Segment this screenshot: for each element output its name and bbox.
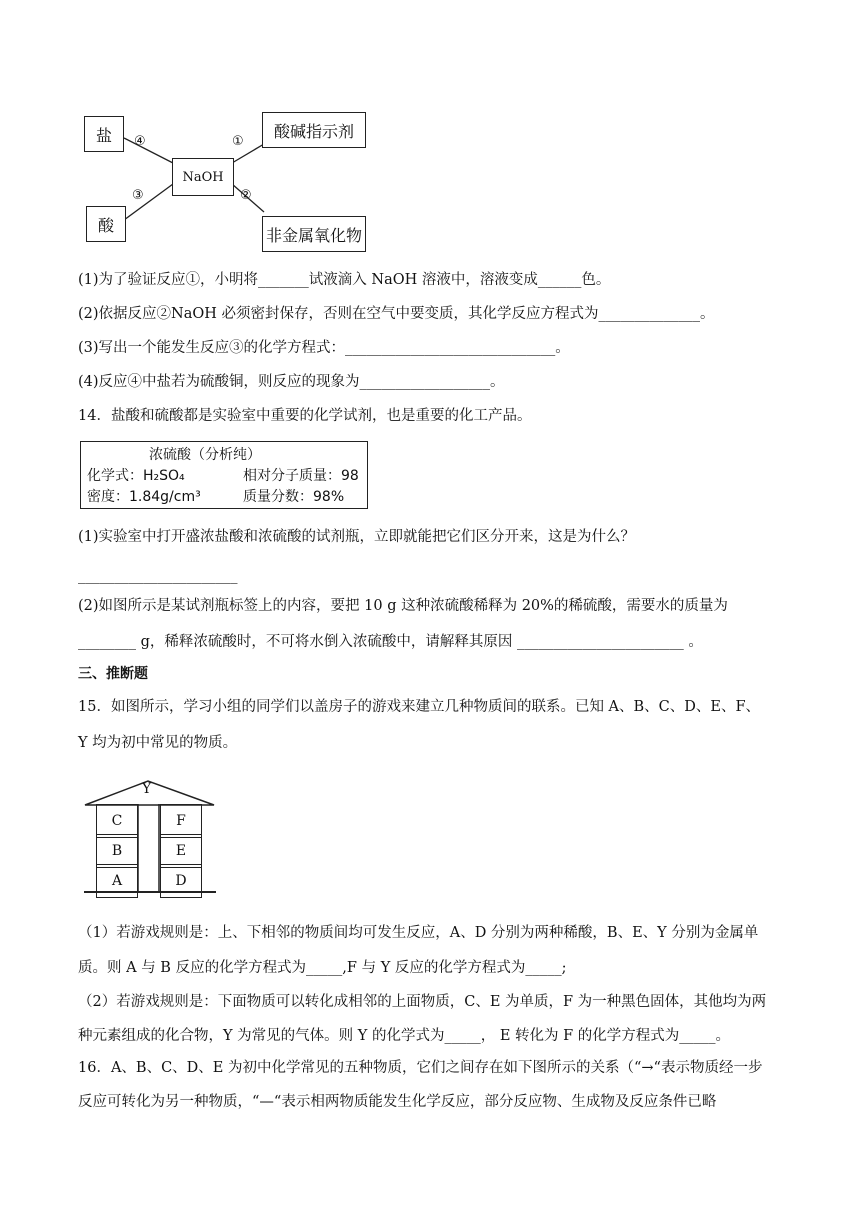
nonmetal-oxide-label: 非金属氧化物 xyxy=(265,225,362,245)
house-roof-label: Y xyxy=(142,781,152,797)
reagent-label-title: 浓硫酸（分析纯） xyxy=(149,447,261,463)
reagent-label-mass: 相对分子质量：98 xyxy=(243,468,359,484)
reagent-label-formula: 化学式：H₂SO₄ xyxy=(87,468,185,484)
q16-line1: 16．A、B、C、D、E 为初中化学常见的五种物质，它们之间存在如下图所示的关系（“→“表示物质经一步 xyxy=(78,1060,763,1076)
q13-part3: (3)写出一个能发生反应③的化学方程式：_____________________________。 xyxy=(78,340,570,356)
q16-line2: 反应可转化为另一种物质，“—“表示相两物质能发生化学反应，部分反应物、生成物及反应条件已略 xyxy=(78,1094,717,1110)
q15-part1-line2: 质。则 A 与 B 反应的化学方程式为_____,F 与 Y 反应的化学方程式为_____; xyxy=(78,960,567,976)
q14-stem: 14．盐酸和硫酸都是实验室中重要的化学试剂，也是重要的化工产品。 xyxy=(78,408,532,424)
house-cell-f-label: F xyxy=(176,813,186,829)
house-cell-c xyxy=(96,804,138,838)
house-cell-a xyxy=(96,864,138,898)
q15-stem-line2: Y 均为初中常见的物质。 xyxy=(78,735,238,751)
q13-part1: (1)为了验证反应①，小明将_______试液滴入 NaOH 溶液中，溶液变成______色。 xyxy=(78,272,611,288)
q14-part1-answer-blank: ______________________ xyxy=(78,568,238,584)
naoh-label: NaOH xyxy=(182,169,224,185)
q13-part2: (2)依据反应②NaOH 必须密封保存，否则在空气中要变质，其化学反应方程式为______________。 xyxy=(78,306,715,322)
reaction-number-1: ① xyxy=(232,134,244,149)
reagent-label-density: 密度：1.84g/cm³ xyxy=(87,489,201,505)
house-cell-b xyxy=(96,834,138,868)
q14-part2-line1: (2)如图所示是某试剂瓶标签上的内容，要把 10 g 这种浓硫酸稀释为 20%的稀硫酸，需要水的质量为 xyxy=(78,598,728,614)
acid-label: 酸 xyxy=(97,215,114,235)
house-cell-d xyxy=(160,864,202,898)
section-heading: 三、推断题 xyxy=(78,666,148,682)
reagent-label-fraction: 质量分数：98% xyxy=(243,489,345,505)
house-cell-a-label: A xyxy=(111,873,123,889)
house-cell-e-label: E xyxy=(175,843,187,859)
q15-part2-line2: 种元素组成的化合物，Y 为常见的气体。则 Y 的化学式为_____， E 转化为 F 的化学方程式为_____。 xyxy=(78,1028,731,1044)
house-cell-f xyxy=(160,804,202,838)
house-cell-c-label: C xyxy=(111,813,123,829)
reagent-label xyxy=(80,441,368,509)
house-cell-b-label: B xyxy=(111,843,123,859)
naoh-diagram xyxy=(80,108,370,254)
q14-part1: (1)实验室中打开盛浓盐酸和浓硫酸的试剂瓶，立即就能把它们区分开来，这是为什么？ xyxy=(78,529,636,545)
q15-stem-line1: 15．如图所示，学习小组的同学们以盖房子的游戏来建立几种物质间的联系。已知 A、B、C、D、E、F、 xyxy=(78,699,761,715)
reaction-number-3: ③ xyxy=(132,188,144,203)
q15-part1-line1: （1）若游戏规则是：上、下相邻的物质间均可发生反应，A、D 分别为两种稀酸，B、E、Y 分别为金属单 xyxy=(78,925,759,941)
house-cell-e xyxy=(160,834,202,868)
q14-part2-line2: ________ g，稀释浓硫酸时，不可将水倒入浓硫酸中，请解释其原因 _______________________ 。 xyxy=(78,634,703,650)
nonmetal-oxide-box xyxy=(262,216,366,252)
reaction-number-4: ④ xyxy=(134,134,146,149)
reaction-number-2: ② xyxy=(240,188,252,203)
q13-part4: (4)反应④中盐若为硫酸铜，则反应的现象为__________________。 xyxy=(78,374,505,390)
salt-label: 盐 xyxy=(95,125,112,145)
salt-box xyxy=(84,116,124,152)
naoh-box xyxy=(172,158,234,196)
acid-box xyxy=(86,206,126,242)
house-cell-d-label: D xyxy=(175,873,187,889)
indicator-box xyxy=(262,112,366,148)
q15-part2-line1: （2）若游戏规则是：下面物质可以转化成相邻的上面物质，C、E 为单质，F 为一种黑色固体，其他均为两 xyxy=(78,994,767,1010)
house-diagram xyxy=(82,778,218,896)
indicator-label: 酸碱指示剂 xyxy=(273,121,354,141)
